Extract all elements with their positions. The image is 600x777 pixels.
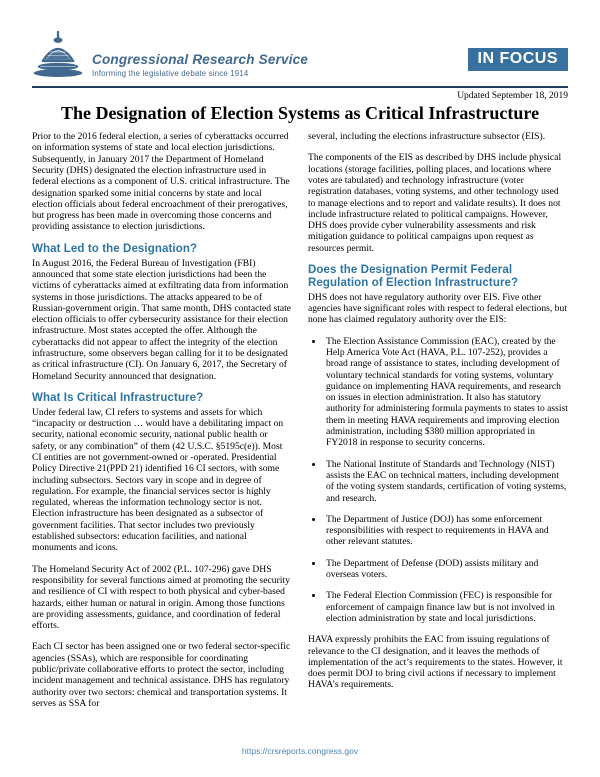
left-column (32, 131, 292, 719)
document-title: The Designation of Election Systems as Critical Infrastructure (60, 103, 540, 124)
section-what-led-paragraph: In August 2016, the Federal Bureau of Investigation (FBI) announced that some state election jurisdictions had been the victims of cyberattacks aimed at exfiltrating data from information systems in those jurisdictions. The attacks appeared to be of Russian-government origin. That same month, DHS contacted state election officials to offer cybersecurity assistance for their election infrastructure. Most states accepted the offer. Although the cyberattacks did not appear to affect the integrity of the election infrastructure, some observers began calling for it to be designated as critical infrastructure (CI). On January 6, 2017, the Secretary of Homeland Security announced that designation. (32, 257, 292, 382)
section-heading-what-is-ci: What Is Critical Infrastructure? (32, 391, 204, 404)
eis-components-paragraph: The components of the EIS as described by DHS include physical locations (storage facilities, polling places, and locations where votes are tabulated) and technology infrastructure (voter registration databases, voting systems, and other technology used to manage elections and to report and validate results). It does not include infrastructure related to political campaigns. However, DHS does provide cyber vulnerability assessments and risk mitigation guidance to political campaigns upon request as resources permit. (308, 152, 562, 254)
agency-bullet-list (308, 336, 568, 625)
brand-text (92, 53, 308, 79)
section-what-is-ci-paragraph-2: The Homeland Security Act of 2002 (P.L. 107-296) gave DHS responsibility for several functions aimed at promoting the security and resilience of CI with respect to both physical and cyber-based hazards, either human or natural in origin. Among those functions are providing assessments, guidance, and coordination of federal efforts. (32, 563, 290, 632)
body-columns (32, 131, 568, 719)
capitol-dome-icon (32, 30, 84, 87)
in-focus-badge: IN FOCUS (468, 48, 568, 71)
section-what-is-ci-paragraph-1: Under federal law, CI refers to systems and assets for which “incapacity or destruction … would have a debilitating impact on security, national economic security, national public health or safety, or any combination” of them (42 U.S.C. §5195c(e)). Most CI entities are not government-owned or -operated. Presidential Policy Directive 21(PPD 21) identified 16 CI sectors, with some including subsectors. Sectors vary in scope and in degree of regulation. For example, the financial services sector is highly regulated, whereas the information technology sector is not. Election infrastructure has been designated as a subsector of government facilities. That sector includes two previously established subsectors: education facilities, and national monuments and icons. (32, 406, 284, 554)
hava-closing-paragraph: HAVA expressly prohibits the EAC from issuing regulations of relevance to the CI designation, and it leaves the methods of implementation of the act’s requirements to the states. However, it does permit DOJ to bring civil actions if necessary to implement HAVA’s requirements. (308, 634, 563, 691)
crs-reports-link[interactable]: https://crsreports.congress.gov (241, 746, 359, 756)
section-what-is-ci-paragraph-3: Each CI sector has been assigned one or two federal sector-specific agencies (SSAs), which are responsible for coordinating public/private collaborative efforts to protect the sector, including incident management and technical assistance. DHS has regulatory authority over two sectors: chemical and transportation systems. It serves as SSA for (32, 641, 291, 709)
intro-paragraph: Prior to the 2016 federal election, a series of cyberattacks occurred on information systems of state and local election jurisdictions. Subsequently, in January 2017 the Department of Homeland Security (DHS) designated the election infrastructure used in federal elections as a component of U.S. critical infrastructure. The designation sparked some initial concerns by state and local election officials about federal encroachment of their prerogatives, but progress has been made in overcoming those concerns and providing assistance to election jurisdictions. (32, 131, 290, 233)
bullet-fec: • The Federal Election Commission (FEC) is responsible for enforcement of campaign finance law but is not involved in election administration by state and local jurisdictions. (324, 590, 568, 624)
org-name: Congressional Research Service (92, 51, 309, 67)
section-heading-what-led: What Led to the Designation? (32, 242, 198, 255)
masthead (32, 30, 568, 82)
org-tagline: Informing the legislative debate since 1914 (92, 69, 249, 79)
updated-date: Updated September 18, 2019 (457, 91, 568, 101)
section-regulation-intro-paragraph: DHS does not have regulatory authority over EIS. Five other agencies have significant roles with respect to federal elections, but none has claimed regulatory authority over the EIS: (308, 291, 567, 326)
continuation-paragraph: several, including the elections infrastructure subsector (EIS). (308, 131, 546, 143)
bullet-dod: • The Department of Defense (DOD) assists military and overseas voters. (324, 558, 568, 581)
bullet-eac: • The Election Assistance Commission (EAC), created by the Help America Vote Act (HAVA, P.L. 107-252), provides a broad range of assistance to states, including development of voluntary technical standards for voting systems, voluntary guidance on implementing HAVA requirements, and research on issues in election administration. It also has statutory authority for administering formula payments to states to assist them in meeting HAVA requirements and improving election administration, including $380 million appropriated in FY2018 in response to security concerns. (324, 336, 568, 449)
page-footer (0, 741, 600, 759)
right-column (308, 131, 568, 719)
crs-brand (32, 30, 308, 87)
bullet-doj: • The Department of Justice (DOJ) has some enforcement responsibilities with respect to requirements in HAVA and other relevant statutes. (324, 514, 568, 548)
bullet-nist: • The National Institute of Standards and Technology (NIST) assists the EAC on technical matters, including development of the voting system standards, certification of voting systems, and research. (324, 459, 568, 504)
section-heading-federal-regulation: Does the Designation Permit Federal Regulation of Election Infrastructure? (308, 264, 519, 289)
